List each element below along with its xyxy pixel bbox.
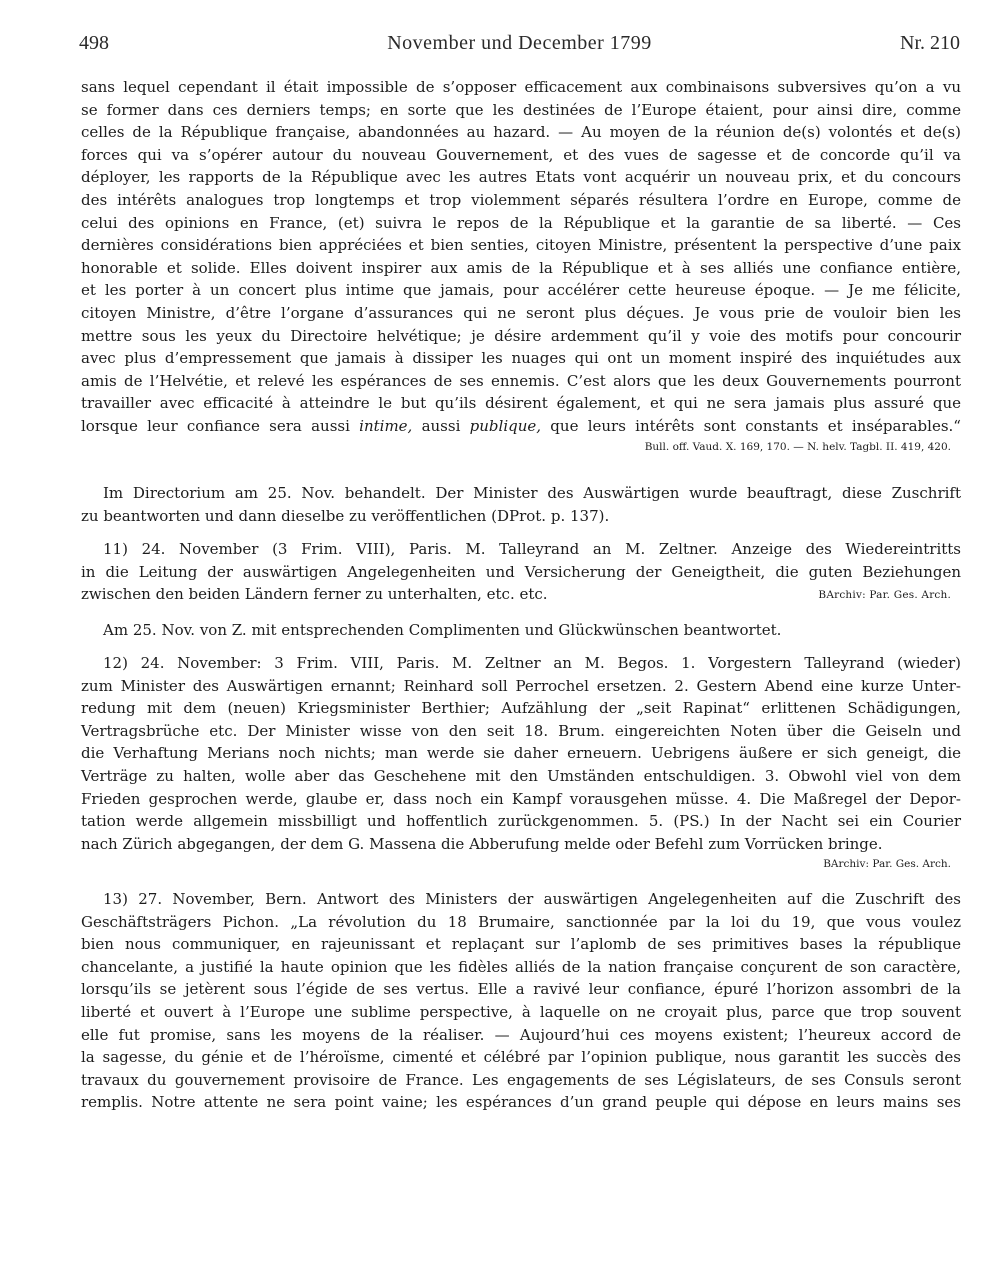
letter-continuation xyxy=(81,76,961,456)
source-citation: Bull. off. Vaud. X. 169, 170. — N. helv. Tagbl. II. 419, 420. xyxy=(644,440,951,453)
text-line: bien nous communiquer, en rajeunissant et replaçant sur l’aplomb de ses primitives bases la république xyxy=(81,935,961,954)
text-line: Im Directorium am 25. Nov. behandelt. Der Minister des Auswärtigen wurde beauftragt, diese Zuschrift xyxy=(103,484,961,502)
paragraph-answer xyxy=(81,619,961,642)
text-line: chancelante, a justifié la haute opinion que les fidèles alliés de la nation française conçurent de son caractère, xyxy=(81,957,961,976)
text-line: et les porter à un concert plus intime que jamais, pour accélérer cette heureuse époque. — Je me félicite, xyxy=(81,281,961,300)
italic-word: intime, xyxy=(359,416,413,435)
text-line: Geschäftsträgers Pichon. „La révolution du 18 Brumaire, sanctionnée par la loi du 19, que vous voulez xyxy=(81,912,961,931)
source-citation: BArchiv: Par. Ges. Arch. xyxy=(818,589,951,602)
text-line: nach Zürich abgegangen, der dem G. Massena die Abberufung melde oder Befehl zum Vorrücken bringe. xyxy=(81,834,883,853)
page-number: 498 xyxy=(79,32,109,54)
text-line: des intérêts analogues trop longtemps et trop violemment séparés résultera l’ordre en Europe, comme de xyxy=(81,190,961,209)
text-line: Frieden gesprochen werde, glaube er, dass noch ein Kampf vorausgehen müsse. 4. Die Maßregel der Depor- xyxy=(81,789,961,808)
text-line: forces qui va s’opérer autour du nouveau Gouvernement, et des vues de sagesse et de concorde qu’il va xyxy=(81,145,961,164)
italic-word: publique, xyxy=(469,416,542,435)
text-line: die Verhaftung Merians noch nichts; man werde sie daher erneuern. Uebrigens äußere er sich geneigt, die xyxy=(81,744,961,763)
text-line: liberté et ouvert à l’Europe une sublime perspective, à laquelle on ne croyait plus, parce que trop souvent xyxy=(81,1002,961,1021)
text-line: Vertragsbrüche etc. Der Minister wisse von den seit 18. Brum. eingereichten Noten über die Geiseln und xyxy=(81,721,961,740)
text-line: zum Minister des Auswärtigen ernannt; Reinhard soll Perrochel ersetzen. 2. Gestern Abend eine kurze Unter- xyxy=(81,676,961,695)
document-number: Nr. 210 xyxy=(900,32,960,54)
entry-12 xyxy=(81,652,961,873)
entry-11 xyxy=(81,538,961,606)
text-line: la sagesse, du génie et de l’héroïsme, cimenté et célébré par l’opinion publique, nous garantit les succès des xyxy=(81,1048,961,1067)
text-line: Am 25. Nov. von Z. mit entsprechenden Complimenten und Glückwünschen beantwortet. xyxy=(103,621,782,639)
text-line: redung mit dem (neuen) Kriegsminister Berthier; Aufzählung der „seit Rapinat“ erlittenen Schädigungen, xyxy=(81,699,961,718)
text-line: travaux du gouvernement provisoire de France. Les engagements de ses Législateurs, de ses Consuls seront xyxy=(81,1070,961,1089)
text-line: 11) 24. November (3 Frim. VIII), Paris. M. Talleyrand an M. Zeltner. Anzeige des Wiedereintritts xyxy=(103,540,961,558)
text-line: tation werde allgemein missbilligt und hoffentlich zurückgenommen. 5. (PS.) In der Nacht sei ein Courier xyxy=(81,812,961,831)
text-line: citoyen Ministre, d’être l’organe d’assurances qui ne seront plus déçues. Je vous prie de vouloir bien les xyxy=(81,303,961,322)
text-line: mettre sous les yeux du Directoire helvétique; je désire ardemment qu’il y voie des motifs pour concourir xyxy=(81,326,961,345)
text-line: remplis. Notre attente ne sera point vaine; les espérances d’un grand peuple qui dépose en leurs mains ses xyxy=(81,1093,961,1112)
text-line: avec plus d’empressement que jamais à dissiper les nuages qui ont un moment inspiré des inquiétudes aux xyxy=(81,349,961,368)
text-line: déployer, les rapports de la République avec les autres Etats vont acquérir un nouveau prix, et du concours xyxy=(81,168,961,187)
entry-13 xyxy=(81,888,961,1114)
text-line: celui des opinions en France, (et) suivra le repos de la République et la garantie de sa liberté. — Ces xyxy=(81,213,961,232)
text-line: 13) 27. November, Bern. Antwort des Ministers der auswärtigen Angelegenheiten auf die Zuschrift des xyxy=(103,890,961,908)
text-line: Verträge zu halten, wolle aber das Geschehene mit den Umständen entschuldigen. 3. Obwohl viel von dem xyxy=(81,766,961,785)
text-line: amis de l’Helvétie, et relevé les espérances de ses ennemis. C’est alors que les deux Gouvernements pourront xyxy=(81,371,961,390)
text-line: se former dans ces derniers temps; en sorte que les destinées de l’Europe étaient, pour ainsi dire, comme xyxy=(81,100,961,119)
text-line: lorsqu’ils se jetèrent sous l’égide de ses vertus. Elle a ravivé leur confiance, épuré l’horizon assombri de la xyxy=(81,980,961,999)
text-line: honorable et solide. Elles doivent inspirer aux amis de la République et à ses alliés une confiance entière, xyxy=(81,258,961,277)
text-line: 12) 24. November: 3 Frim. VIII, Paris. M. Zeltner an M. Begos. 1. Vorgestern Talleyrand (wieder) xyxy=(103,654,961,672)
text-line: sans lequel cependant il était impossible de s’opposer efficacement aux combinaisons subversives qu’on a vu xyxy=(81,78,961,96)
text-line: celles de la République française, abandonnées au hazard. — Au moyen de la réunion de(s) volontés et de(s) xyxy=(81,123,961,142)
text-line: dernières considérations bien appréciées et bien senties, citoyen Ministre, présentent la perspective d’une paix xyxy=(81,236,961,255)
text-line: travailler avec efficacité à atteindre le but qu’ils désirent également, et qui ne sera jamais plus assuré que xyxy=(81,394,961,413)
text-line-last: zwischen den beiden Ländern ferner zu unterhalten, etc. etc. BArchiv: Par. Ges. Arch. xyxy=(81,583,961,606)
text-line: elle fut promise, sans les moyens de la réaliser. — Aujourd’hui ces moyens existent; l’heureux accord de xyxy=(81,1025,961,1044)
text-line: in die Leitung der auswärtigen Angelegenheiten und Versicherung der Geneigtheit, die guten Beziehungen xyxy=(81,562,961,581)
text-line-last: lorsque leur confiance sera aussi intime, aussi publique, que leurs intérêts sont constants et inséparables.“ xyxy=(81,416,961,435)
source-citation: BArchiv: Par. Ges. Arch. xyxy=(823,858,951,871)
running-title: November und December 1799 xyxy=(387,32,652,54)
page-header xyxy=(79,32,960,62)
paragraph-directorium xyxy=(81,482,961,527)
text-line: zu beantworten und dann dieselbe zu veröffentlichen (DProt. p. 137). xyxy=(81,506,610,525)
